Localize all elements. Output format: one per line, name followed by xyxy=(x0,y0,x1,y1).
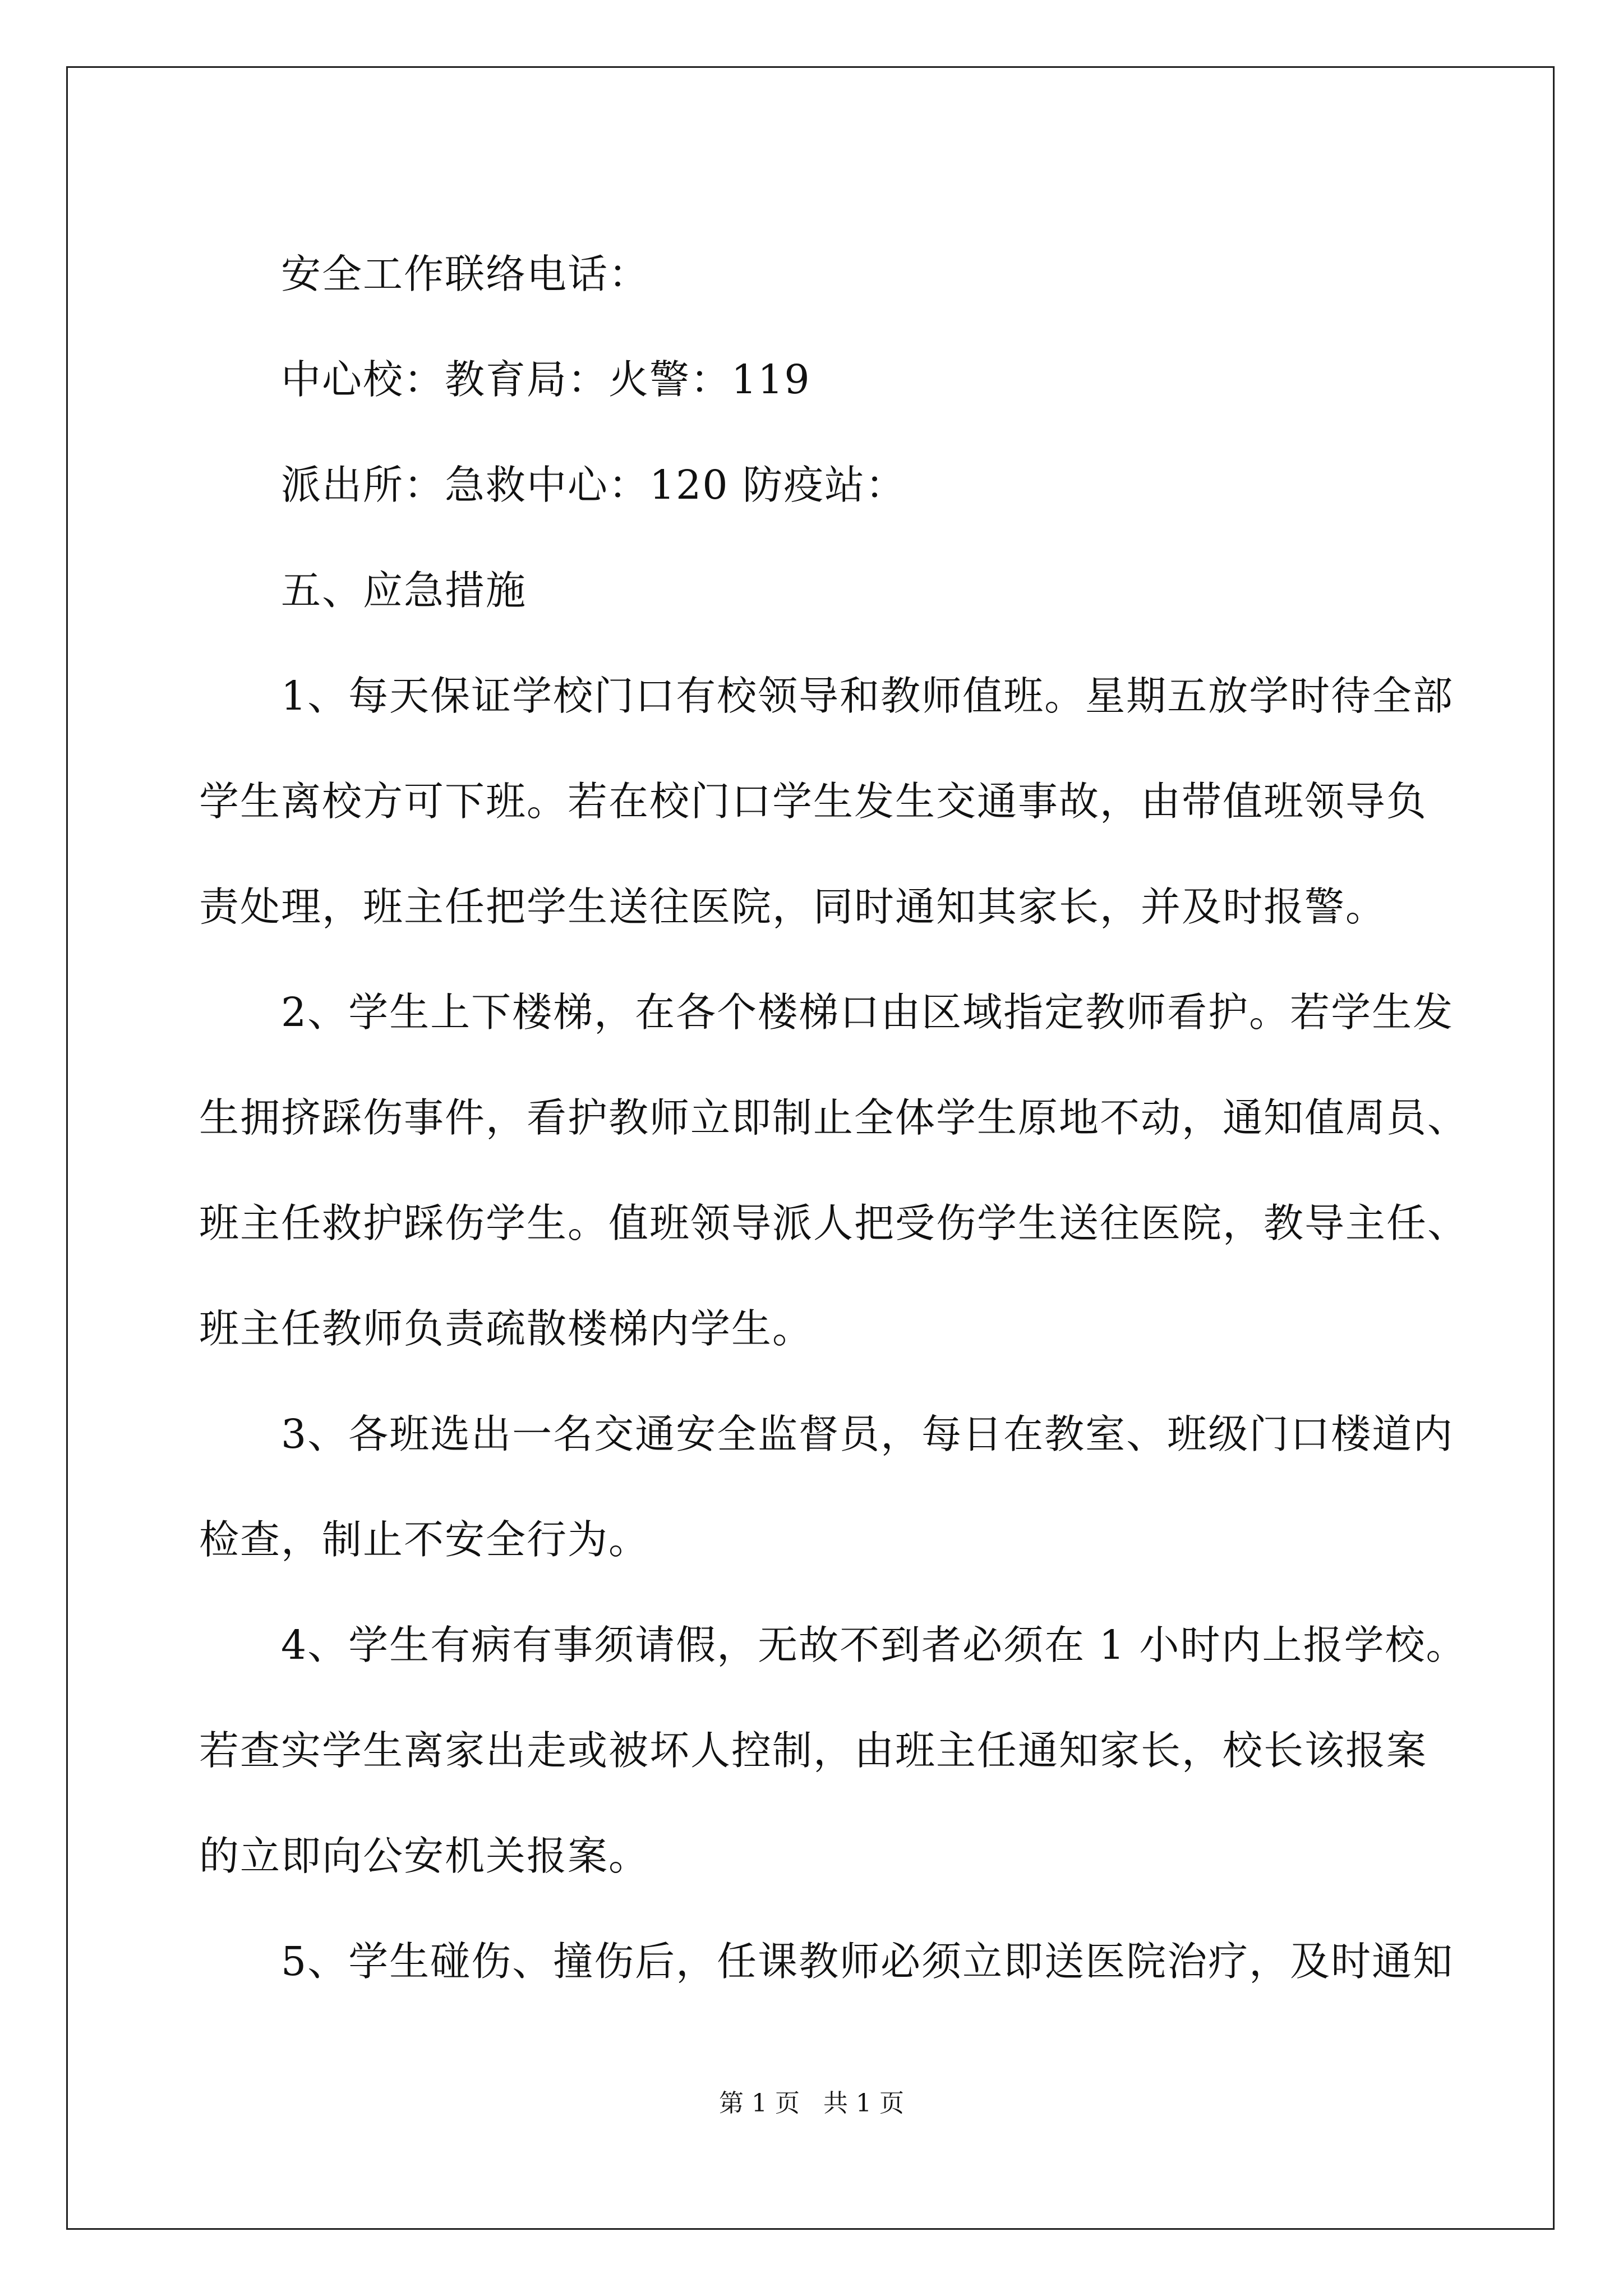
page-footer-page-number: 第 1 页 共 1 页 xyxy=(719,2089,904,2118)
paragraph-line-contacts-1: 中心校：教育局：火警：119 xyxy=(281,356,811,403)
paragraph-line: 班主任教师负责疏散楼梯内学生。 xyxy=(199,1305,814,1352)
paragraph-line: 2、学生上下楼梯，在各个楼梯口由区域指定教师看护。若学生发 xyxy=(281,989,1454,1036)
paragraph-line-contacts-heading: 安全工作联络电话： xyxy=(281,251,650,297)
paragraph-line: 3、各班选出一名交通安全监督员，每日在教室、班级门口楼道内 xyxy=(281,1411,1454,1457)
paragraph-line: 的立即向公安机关报案。 xyxy=(199,1833,650,1879)
paragraph-line-contacts-2: 派出所：急救中心：120 防疫站： xyxy=(281,462,907,508)
paragraph-line: 4、学生有病有事须请假，无故不到者必须在 1 小时内上报学校。 xyxy=(281,1622,1467,1668)
paragraph-line: 若查实学生离家出走或被坏人控制，由班主任通知家长，校长该报案 xyxy=(199,1727,1428,1774)
document-body xyxy=(199,222,1469,2014)
paragraph-line: 责处理，班主任把学生送往医院，同时通知其家长，并及时报警。 xyxy=(199,884,1387,930)
paragraph-line: 检查，制止不安全行为。 xyxy=(199,1516,650,1563)
paragraph-line: 学生离校方可下班。若在校门口学生发生交通事故，由带值班领导负 xyxy=(199,778,1428,825)
paragraph-line: 生拥挤踩伤事件，看护教师立即制止全体学生原地不动，通知值周员、 xyxy=(199,1094,1469,1141)
paragraph-line: 5、学生碰伤、撞伤后，任课教师必须立即送医院治疗，及时通知 xyxy=(281,1938,1454,1985)
paragraph-line: 班主任救护踩伤学生。值班领导派人把受伤学生送往医院，教导主任、 xyxy=(199,1200,1469,1246)
section-heading-emergency-measures: 五、应急措施 xyxy=(281,567,527,614)
paragraph-line: 1、每天保证学校门口有校领导和教师值班。星期五放学时待全部 xyxy=(281,673,1454,719)
